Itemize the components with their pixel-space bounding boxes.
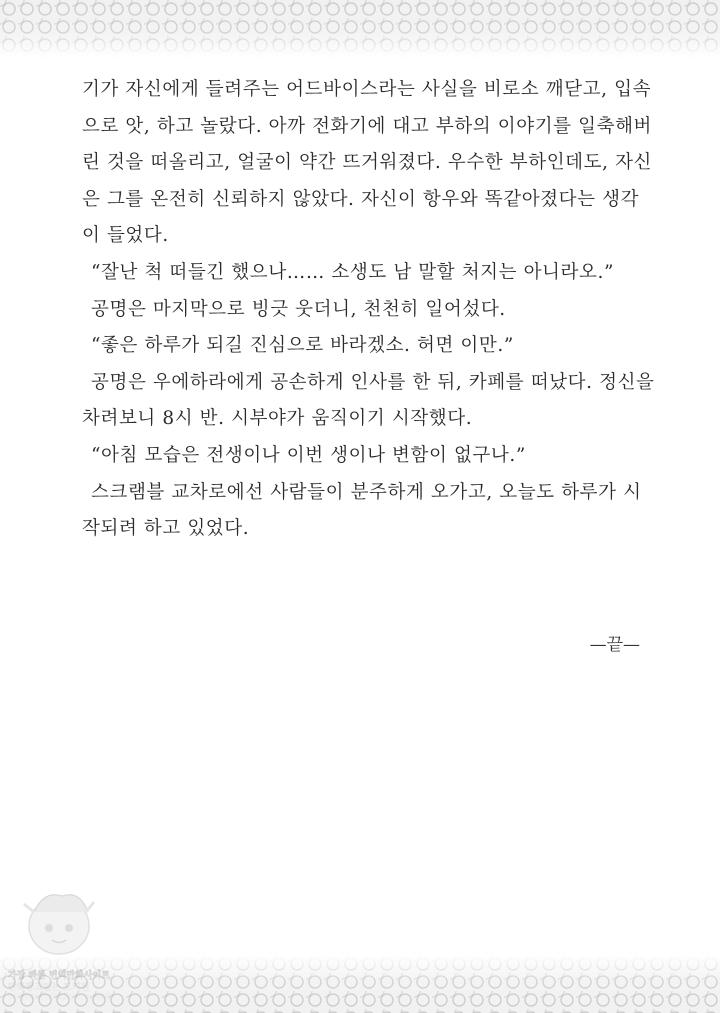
paragraph: 기가 자신에게 들려주는 어드바이스라는 사실을 비로소 깨닫고, 입속으로 앗, 하고 놀랐다. 아까 전화기에 대고 부하의 이야기를 일축해버린 것을 떠올리고, 얼굴이 약간 뜨거워졌다. 우수한 부하인데도, 자신은 그를 온전히 신뢰하지 않았다. 자신이 항우와 똑같아졌다는 생각이 들었다. [82, 79, 653, 247]
mascot-icon [4, 882, 114, 962]
paragraph: 공명은 마지막으로 빙긋 웃더니, 천천히 일어섰다. [91, 298, 506, 320]
paragraph: “아침 모습은 전생이나 이번 생이나 변함이 없구나.” [91, 444, 526, 466]
paragraph: “잘난 척 떠들긴 했으나…… 소생도 남 말할 처지는 아니라오.” [91, 261, 615, 283]
top-pattern-border [0, 0, 720, 58]
end-mark: —끝— [589, 635, 640, 655]
paragraph: 공명은 우에하라에게 공손하게 인사를 한 뒤, 카페를 떠났다. 정신을 차려보니 8시 반. 시부야가 움직이기 시작했다. [82, 371, 655, 430]
paragraph: 스크램블 교차로에선 사람들이 분주하게 오가고, 오늘도 하루가 시작되려 하고 있었다. [82, 481, 642, 540]
story-text [82, 72, 656, 548]
paragraph: “좋은 하루가 되길 진심으로 바라겠소. 허면 이만.” [91, 335, 514, 357]
bottom-pattern-border [0, 955, 720, 1013]
